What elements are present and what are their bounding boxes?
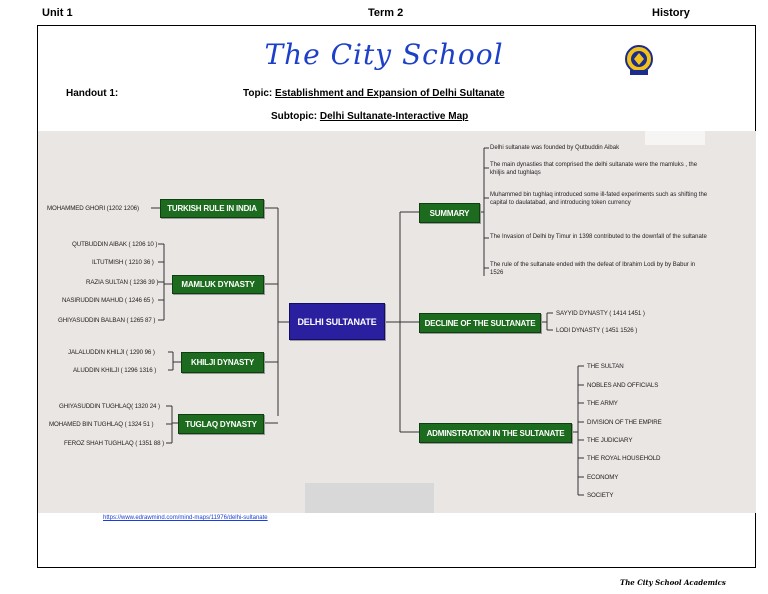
- leaf-nobles-officials: NOBLES AND OFFICIALS: [587, 382, 659, 389]
- grey-placeholder: [305, 483, 434, 513]
- leaf-ghiyasuddin-tughlaq: GHIYASUDDIN TUGHLAQ( 1320 24 ): [59, 403, 160, 410]
- topic-value: Establishment and Expansion of Delhi Sultanate: [275, 88, 505, 99]
- term-label: Term 2: [368, 7, 404, 19]
- branch-mamluk-dynasty[interactable]: MAMLUK DYNASTY: [172, 275, 264, 294]
- summary-point: Muhammed bin tughlaq introduced some ill-fated experiments such as shifting the capital to daulatabad, and introducing token currency: [490, 192, 708, 206]
- leaf-ghiyasuddin-balban: GHIYASUDDIN BALBAN ( 1265 87 ): [58, 317, 156, 324]
- leaf-qutbuddin-aibak: QUTBUDDIN AIBAK ( 1206 10 ): [72, 241, 158, 248]
- branch-decline[interactable]: DECLINE OF THE SULTANATE: [419, 313, 541, 333]
- leaf-razia-sultan: RAZIA SULTAN ( 1236 39 ): [86, 279, 159, 286]
- leaf-jalaluddin-khilji: JALALUDDIN KHILJI ( 1290 96 ): [68, 349, 155, 356]
- handout-label: Handout 1:: [66, 88, 119, 99]
- branch-administration[interactable]: ADMINSTRATION IN THE SULTANATE: [419, 423, 572, 443]
- leaf-the-sultan: THE SULTAN: [587, 363, 624, 370]
- leaf-feroz-shah-tughlaq: FEROZ SHAH TUGHLAQ ( 1351 88 ): [64, 440, 165, 447]
- leaf-iltutmish: ILTUTMISH ( 1210 36 ): [92, 259, 154, 266]
- leaf-the-army: THE ARMY: [587, 400, 618, 407]
- unit-label: Unit 1: [42, 7, 73, 19]
- leaf-royal-household: THE ROYAL HOUSEHOLD: [587, 455, 661, 462]
- leaf-the-judiciary: THE JUDICIARY: [587, 437, 633, 444]
- leaf-mohamed-bin-tughlaq: MOHAMED BIN TUGHLAQ ( 1324 51 ): [49, 421, 154, 428]
- branch-tuglaq-dynasty[interactable]: TUGLAQ DYNASTY: [178, 414, 264, 434]
- summary-point: The Invasion of Delhi by Timur in 1398 contributed to the downfall of the sultanate: [490, 234, 707, 240]
- school-name: The City School: [264, 38, 504, 71]
- summary-point: The main dynasties that comprised the delhi sultanate were the mamluks , the khiljis and tughlaqs: [490, 162, 698, 176]
- branch-summary[interactable]: SUMMARY: [419, 203, 480, 223]
- summary-point: Delhi sultanate was founded by Qutbuddin Aibak: [490, 145, 620, 151]
- summary-point: The rule of the sultanate ended with the defeat of Ibrahim Lodi by by Babur in 1526: [490, 262, 696, 276]
- leaf-nasiruddin-mahud: NASIRUDDIN MAHUD ( 1246 65 ): [62, 297, 154, 304]
- center-node[interactable]: DELHI SULTANATE: [289, 303, 385, 340]
- leaf-sayyid-dynasty: SAYYID DYNASTY ( 1414 1451 ): [556, 310, 645, 317]
- leaf-aluddin-khilji: ALUDDIN KHILJI ( 1296 1316 ): [73, 367, 157, 374]
- branch-turkish-rule[interactable]: TURKISH RULE IN INDIA: [160, 199, 264, 218]
- leaf-economy: ECONOMY: [587, 474, 619, 481]
- leaf-division-empire: DIVISION OF THE EMPIRE: [587, 419, 662, 426]
- source-link[interactable]: https://www.edrawmind.com/mind-maps/11976/delhi-sultanate: [103, 515, 268, 521]
- topic-label: Topic:: [243, 88, 273, 99]
- branch-khilji-dynasty[interactable]: KHILJI DYNASTY: [181, 352, 264, 373]
- leaf-lodi-dynasty: LODI DYNASTY ( 1451 1526 ): [556, 327, 638, 334]
- leaf-mohammed-ghori: MOHAMMED GHORI (1202 1206): [47, 205, 139, 212]
- subtopic-label: Subtopic:: [271, 111, 318, 122]
- footer-label: The City School Academics: [620, 578, 726, 587]
- subject-label: History: [652, 7, 690, 19]
- leaf-society: SOCIETY: [587, 492, 614, 499]
- subtopic-value: Delhi Sultanate-Interactive Map: [319, 111, 469, 122]
